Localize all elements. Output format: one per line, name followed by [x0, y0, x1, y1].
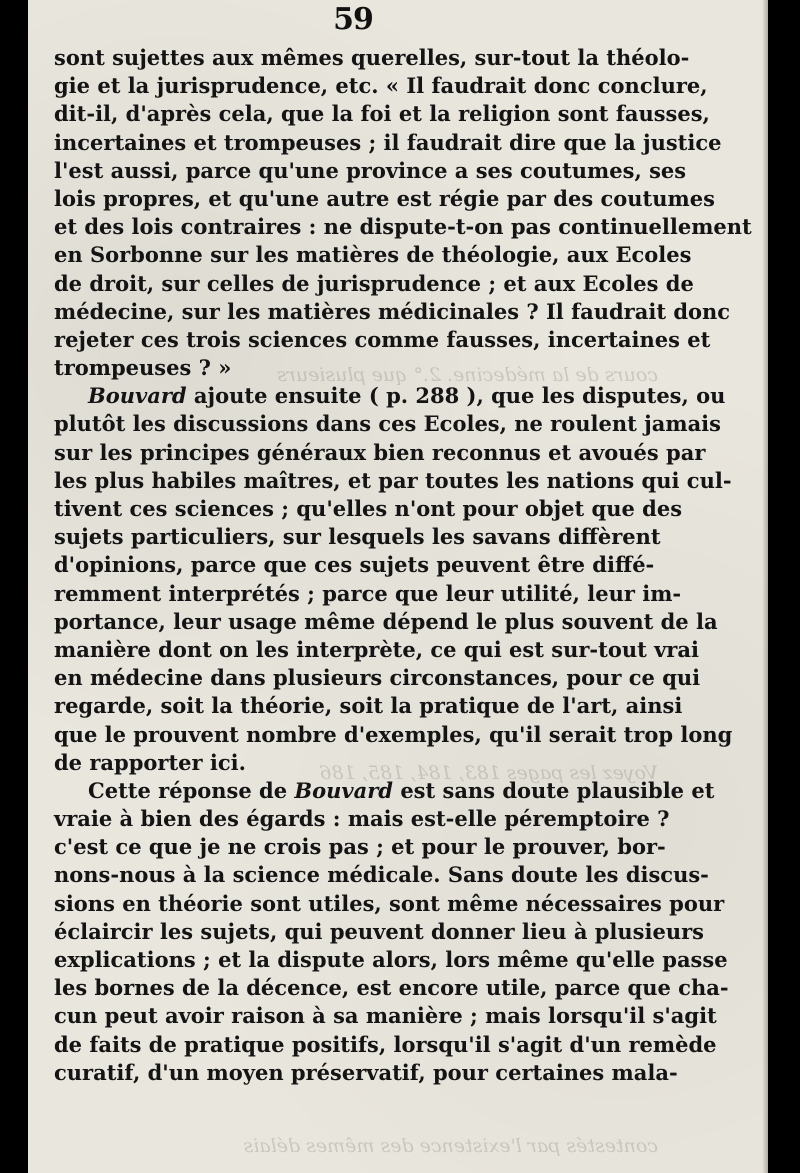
text-line: en médecine dans plusieurs circonstances, pour ce qui — [54, 665, 701, 691]
text-line: explications ; et la dispute alors, lors même qu'elle passe — [54, 947, 728, 972]
text-line: et des lois contraires : ne dispute-t-on pas continuellement — [54, 214, 752, 240]
text-line: vraie à bien des égards : mais est-elle péremptoire ? — [54, 806, 670, 832]
text-line: sur les principes généraux bien reconnus et avoués par — [54, 439, 706, 465]
text-span: ajoute ensuite ( p. 288 ), que les disputes, ou — [193, 383, 726, 409]
text-line: portance, leur usage même dépend le plus souvent de la — [54, 608, 718, 634]
bleed-through-text: Voyez les pages 183, 184, 185, 186 — [319, 762, 658, 784]
page-number: 59 — [333, 2, 373, 37]
text-line: éclaircir les sujets, qui peuvent donner lieu à plusieurs — [54, 918, 704, 944]
text-line: manière dont on les interprète, ce qui est sur-tout vrai — [54, 636, 699, 662]
text-line: incertaines et trompeuses ; il faudrait dire que la justice — [54, 129, 722, 155]
text-line: lois propres, et qu'une autre est régie par des coutumes — [54, 185, 715, 211]
text-line: nons-nous à la science médicale. Sans doute les discus- — [54, 862, 709, 888]
text-span: est sans doute plausible et — [400, 777, 715, 803]
text-line — [54, 382, 726, 410]
paragraph — [54, 777, 729, 1087]
text-line: l'est aussi, parce qu'une province a ses coutumes, ses — [54, 157, 687, 183]
text-line: gie et la jurisprudence, etc. « Il faudrait donc conclure, — [54, 73, 708, 99]
text-line: regarde, soit la théorie, soit la pratique de l'art, ainsi — [54, 693, 683, 719]
text-line: c'est ce que je ne crois pas ; et pour le prouver, bor- — [54, 834, 666, 860]
text-line: tivent ces sciences ; qu'elles n'ont pour objet que des — [54, 496, 683, 521]
text-line: que le prouvent nombre d'exemples, qu'il serait trop long — [54, 721, 733, 747]
text-line — [54, 777, 715, 805]
text-line: sont sujettes aux mêmes querelles, sur-tout la théolo- — [54, 45, 690, 70]
text-line: sions en théorie sont utiles, sont même nécessaires pour — [54, 890, 725, 916]
text-line: de rapporter ici. — [54, 749, 246, 775]
body-text — [54, 44, 752, 1087]
paragraph — [54, 382, 733, 777]
text-line: les plus habiles maîtres, et par toutes les nations qui cul- — [54, 467, 732, 493]
text-line: en Sorbonne sur les matières de théologie, aux Ecoles — [54, 242, 692, 268]
text-line: de droit, sur celles de jurisprudence ; et aux Ecoles de — [54, 270, 694, 296]
italic-name: Bouvard — [294, 777, 393, 803]
bleed-through-text: contestés par l'existence des mêmes délais — [243, 1135, 658, 1157]
text-line: d'opinions, parce que ces sujets peuvent être diffé- — [54, 552, 655, 578]
text-line: plutôt les discussions dans ces Ecoles, ne roulent jamais — [54, 411, 721, 437]
paragraph — [54, 44, 752, 382]
text-line: remment interprétés ; parce que leur utilité, leur im- — [54, 580, 682, 606]
text-line: de faits de pratique positifs, lorsqu'il s'agit d'un remède — [54, 1031, 717, 1057]
text-line: curatif, d'un moyen préservatif, pour certaines mala- — [54, 1059, 678, 1085]
text-line: rejeter ces trois sciences comme fausses, incertaines et — [54, 326, 711, 352]
text-line: trompeuses ? » — [54, 355, 232, 381]
book-page — [28, 0, 768, 1173]
text-line: les bornes de la décence, est encore utile, parce que cha- — [54, 975, 729, 1001]
bleed-through-text: cours de la médecine. 2.° que plusieurs — [277, 364, 658, 386]
text-span: réponse de — [158, 777, 288, 803]
text-span: Cette — [88, 777, 151, 803]
italic-name: Bouvard — [88, 383, 187, 409]
text-line: sujets particuliers, sur lesquels les savans diffèrent — [54, 524, 661, 550]
page-edge-shadow — [762, 0, 768, 1173]
text-line: médecine, sur les matières médicinales ? Il faudrait donc — [54, 298, 731, 324]
text-line: dit-il, d'après cela, que la foi et la religion sont fausses, — [54, 101, 710, 127]
text-line: cun peut avoir raison à sa manière ; mais lorsqu'il s'agit — [54, 1003, 717, 1029]
